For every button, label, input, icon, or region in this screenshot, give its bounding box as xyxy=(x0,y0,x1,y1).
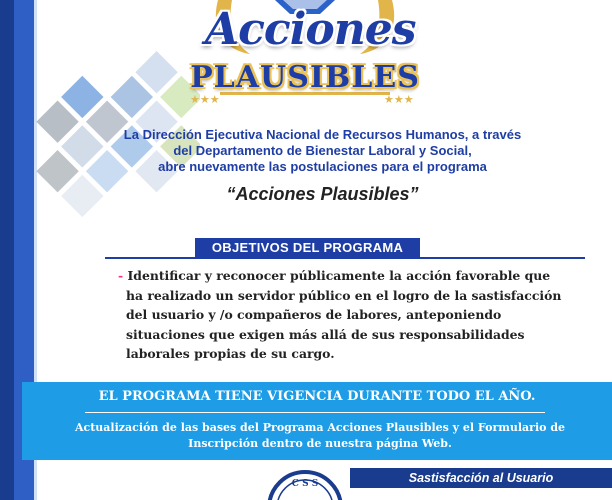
intro-line: abre nuevamente las postulaciones para el programa xyxy=(158,159,487,174)
program-name: “Acciones Plausibles” xyxy=(226,184,419,204)
svg-text:★★★: ★★★ xyxy=(190,94,220,106)
banner-divider xyxy=(85,412,545,413)
seal-text: C S S xyxy=(291,479,319,489)
banner-line: Actualización de las bases del Programa Acciones Plausibles y el Formulario de xyxy=(74,421,566,434)
objective-line: del usuario y /o compañeros de labores, anteponiendo xyxy=(126,307,502,322)
footer-tagline: Sastisfacción al Usuario xyxy=(350,468,612,488)
bullet-dash: - xyxy=(118,268,124,283)
objectives-list xyxy=(118,266,598,364)
objective-line: Identificar y reconocer públicamente la acción favorable que xyxy=(127,268,551,283)
intro-line: del Departamento de Bienestar Laboral y Social, xyxy=(173,143,472,158)
intro-line: La Dirección Ejecutiva Nacional de Recursos Humanos, a través xyxy=(123,127,522,142)
objective-line: ha realizado un servidor público en el logro de la sastisfacción xyxy=(126,287,562,303)
svg-text:★★★: ★★★ xyxy=(384,94,414,106)
objectives-heading: OBJETIVOS DEL PROGRAMA xyxy=(195,238,420,257)
objectives-underline xyxy=(105,257,585,259)
css-seal-logo xyxy=(255,468,355,500)
logo-title-script: Acciones xyxy=(205,4,416,55)
validity-banner-text xyxy=(40,420,600,452)
validity-banner-title: EL PROGRAMA TIENE VIGENCIA DURANTE TODO EL AÑO. xyxy=(98,389,536,404)
objective-line: situaciones que exigen más allá de sus responsabilidades xyxy=(126,326,525,342)
intro-paragraph xyxy=(60,127,585,175)
banner-line: Inscripción dentro de nuestra página Web. xyxy=(188,437,452,450)
logo-title-block: PLAUSIBLES xyxy=(190,60,420,95)
objective-line: laborales propias de su cargo. xyxy=(126,346,335,361)
